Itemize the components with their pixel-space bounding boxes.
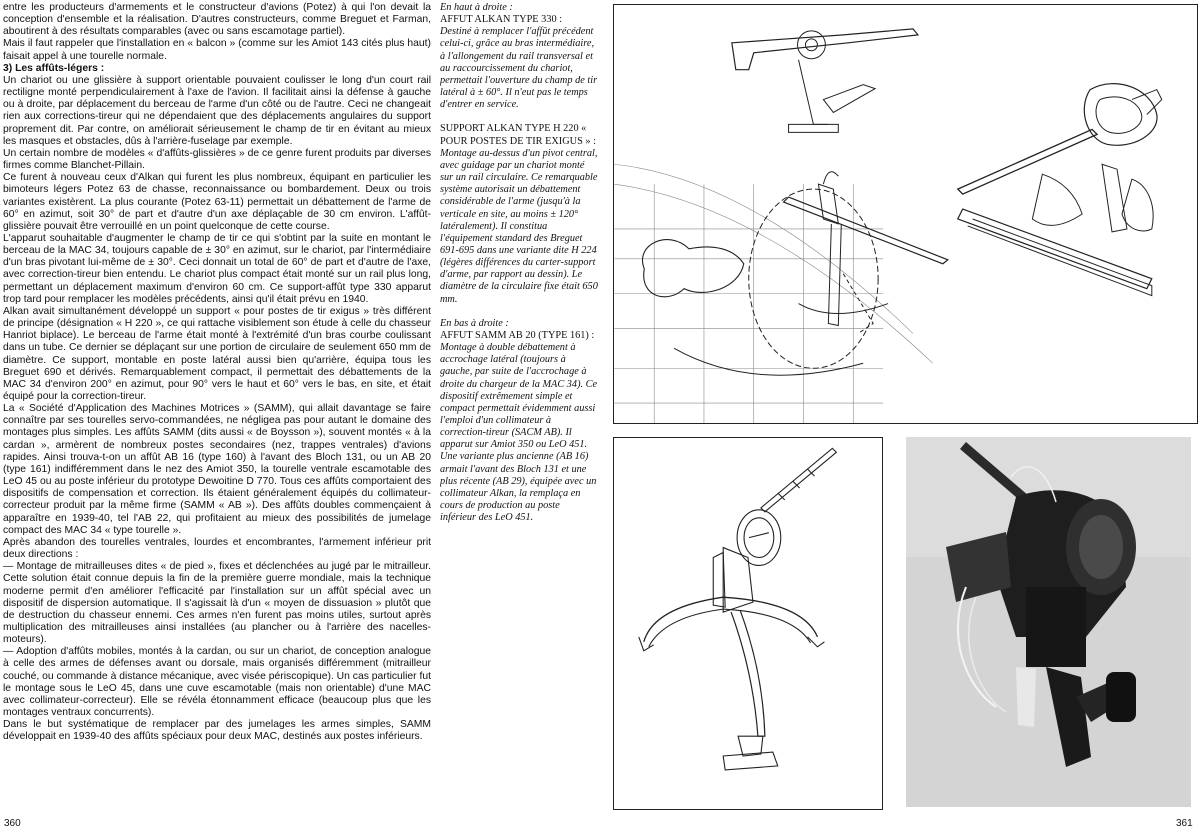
paragraph: Mais il faut rappeler que l'installation en « balcon » (comme sur les Amiot 143 cités plus haut) faisait appel à une tourelle normale. bbox=[3, 38, 431, 62]
caption-title: SUPPORT ALKAN TYPE H 220 « POUR POSTES DE TIR EXIGUS » : bbox=[440, 123, 596, 147]
caption-spacer bbox=[440, 306, 598, 318]
paragraph: L'apparut souhaitable d'augmenter le champ de tir ce qui s'obtint par la suite en montant le berceau de la MAC 34, toujours capable de ± 30° en azimut, sur le chariot, par l'intermédiaire d'un bras pivotant lui-même de ± 30°. Ceci donnait un total de 60° de part et d'autre de l'axe, avec correction-tireur bien entendu. Le chariot plus compact était monté sur un rail plus long, permettant un déplacement maximum d'environ 60 cm. Ce support-affût type 330 apparut trop tard pour remplacer les modèles précédents, ainsi qu'il était prévu en 1940. bbox=[3, 232, 431, 305]
caption-spacer bbox=[440, 111, 598, 123]
paragraph: La « Société d'Application des Machines Motrices » (SAMM), qui allait davantage se faire connaître par ses tourelles servo-commandées, ne négligea pas pour autant le domaine des montages plus simples. Les affûts SAMM (dits aussi « de Boysson »), souvent montés « à la cardan », armèrent de nombreux postes secondaires (nez, trappes ventrales) d'avions rapides. Ainsi trouva-t-on un affût AB 16 (type 160) à l'avant des Bloch 131, ou un AB 20 (type 161) indifféremment dans le nez des Amiot 350, la tourelle ventrale escamotable des LeO 45 ou au poste inférieur du prototype Dewoitine D 770. Tous ces affûts comportaient des dispositifs de compensation et correction. Ils étaient généralement équipés du collimateur-correcteur produit par la même firme (SAMM « AB »). Des affûts doubles commençaient à apparaître en 1939-40, tel l'AB 22, qui profitaient au mieux des possibilités de jumelage compact des MAC 34 « type tourelle ». bbox=[3, 403, 431, 536]
caption-position: En haut à droite : bbox=[440, 2, 513, 13]
paragraph: Dans le but systématique de remplacer par des jumelages les armes simples, SAMM développait en 1939-40 des affûts spéciaux pour deux MAC, destinés aux postes inférieurs. bbox=[3, 719, 431, 743]
caption-text: Destiné à remplacer l'affût précédent celui-ci, grâce au bras intermédiaire, à l'allongement du rail transversal et au raccourcissement du chariot, permettait l'ouverture du champ de tir latéral à ± 60°. Il n'eut pas le temps d'entrer en service. bbox=[440, 26, 598, 111]
paragraph: Ce furent à nouveau ceux d'Alkan qui furent les plus nombreux, équipant en particulier les bimoteurs légers Potez 63 de chasse, reconnaissance ou bombardement. Deux ou trois variantes existèrent. La plus courante (Potez 63-11) permettait un débattement de l'arme de 60° en azimut, soit 30° de part et d'autre d'un axe déplaçable de 30 cm environ. L'affût-glissière pouvait être verrouillé en un point quelconque de cette course. bbox=[3, 172, 431, 232]
figure-alkan-drawings bbox=[613, 4, 1198, 424]
caption-column bbox=[440, 2, 598, 622]
left-page-text bbox=[3, 2, 431, 814]
caption-text: Montage à double débattement à accrochage latéral (toujours à gauche, par suite de l'accrochage à droite du chargeur de la MAC 34). Ce dispositif extrêmement simple et compact permettait évidemment aussi l'emploi d'un collimateur à correction-tireur (SACM AB). Il apparut sur Amiot 350 ou LeO 451. Une variante plus ancienne (AB 16) armait l'avant des Bloch 131 et une plus récente (AB 29), équipée avec un collimateur Alkan, la remplaça en cours de production au poste inférieur des LeO 451. bbox=[440, 342, 598, 524]
caption-text: Montage au-dessus d'un pivot central, avec guidage par un chariot monté sur un rail circulaire. Ce remarquable système autorisait un débattement considérable de l'arme (jusqu'à la verticale en site, au moins ± 120° latéralement). Il constitua l'équipement standard des Breguet 691-695 dans une variante dite H 224 (légères différences du carter-support d'arme, par rapport au dessin). Le diamètre de la circulaire fixe était 650 mm. bbox=[440, 147, 598, 305]
figure-samm-ab20-drawing bbox=[613, 437, 883, 810]
caption-position: En bas à droite : bbox=[440, 317, 509, 329]
caption-title: AFFUT ALKAN TYPE 330 : bbox=[440, 14, 563, 26]
samm-ab20-illustration bbox=[614, 438, 882, 809]
samm-ab20-photo bbox=[906, 437, 1191, 807]
figure-samm-ab20-photograph bbox=[906, 437, 1191, 807]
paragraph: Après abandon des tourelles ventrales, lourdes et encombrantes, l'armement inférieur prit deux directions : bbox=[3, 536, 431, 561]
paragraph: Alkan avait simultanément développé un support « pour postes de tir exigus » très différent de principe (désignation « H 220 », ce qui rattache visiblement son étude à celle du chasseur Hanriot biplace). Le berceau de l'arme était monté à l'extrémité d'un bras courbe coulissant dans un tube. Ce dernier se déplaçant sur une portion de circulaire de seulement 650 mm de diamètre. Ce support, montable en poste latéral aussi bien qu'arrière, équipa tous les Breguet 690 et dérivés. Remarquablement compact, il permettait des débattements de la MAC 34 d'environ 200° en azimut, pour 90° vers le haut et 60° vers le bas, en site, et était équipé pour la correction-tireur. bbox=[3, 305, 431, 402]
paragraph: — Montage de mitrailleuses dites « de pied », fixes et déclenchées au jugé par le mitrailleur. Cette solution était connue depuis la fin de la première guerre mondiale, mais la technique moderne permit d'en améliorer l'efficacité par l'installation sur un affût spécial avec un dispositif de dispersion automatique. Il s'agissait là d'un « moyen de dissuasion » plutôt que de destruction du chasseur ennemi. Ces armes n'en furent pas moins utiles, surtout après multiplication des mitrailleuses ainsi installées (au plancher ou à l'arrière des nacelles-moteurs). bbox=[3, 561, 431, 646]
section-heading: 3) Les affûts-légers : bbox=[3, 62, 105, 74]
page-number-right: 361 bbox=[1176, 818, 1193, 829]
caption-title: AFFUT SAMM AB 20 (TYPE 161) : bbox=[440, 329, 595, 341]
alkan-drawing-illustration bbox=[614, 5, 1197, 423]
page-number-left: 360 bbox=[4, 818, 21, 829]
paragraph: Un chariot ou une glissière à support orientable pouvaient coulisser le long d'un court rail rectiligne monté perpendiculairement à l'axe de l'avion. Il facilitait ainsi la défense à gauche ou à droite, par déplacement du berceau de l'arme d'un côté ou de l'autre. Ceci ne changeait rien aux corrections-tireur qui ne dépendaient que des déplacements angulaires du support proprement dit. Par contre, on améliorait sérieusement le champ de tir en évitant au mieux les masques et obstacles, dûs à l'arrière-fuselage par exemple. bbox=[3, 74, 431, 147]
paragraph: — Adoption d'affûts mobiles, montés à la cardan, ou sur un chariot, de conception analogue à celle des armes de défenses avant ou dorsale, mais organisés différemment (mitrailleur couché, ou commande à distance mécanique, avec visée périscopique). Un cas particulier fut le montage sous le LeO 45, dans une cuve escamotable (mais non orientable) d'une MAC avec collimateur-correcteur). Elle se révéla étonnamment efficace (beaucoup plus que les montages ventraux concurrents). bbox=[3, 646, 431, 719]
paragraph: Un certain nombre de modèles « d'affûts-glissières » de ce genre furent produits par diverses firmes comme Blanchet-Pillain. bbox=[3, 147, 431, 172]
paragraph: entre les producteurs d'armements et le constructeur d'avions (Potez) à qui l'on devait la conception d'ensemble et la réalisation. D'autres constructeurs, comme Breguet et Farman, aboutirent à des résultats comparables (avec ou sans escamotage partiel). bbox=[3, 2, 431, 38]
